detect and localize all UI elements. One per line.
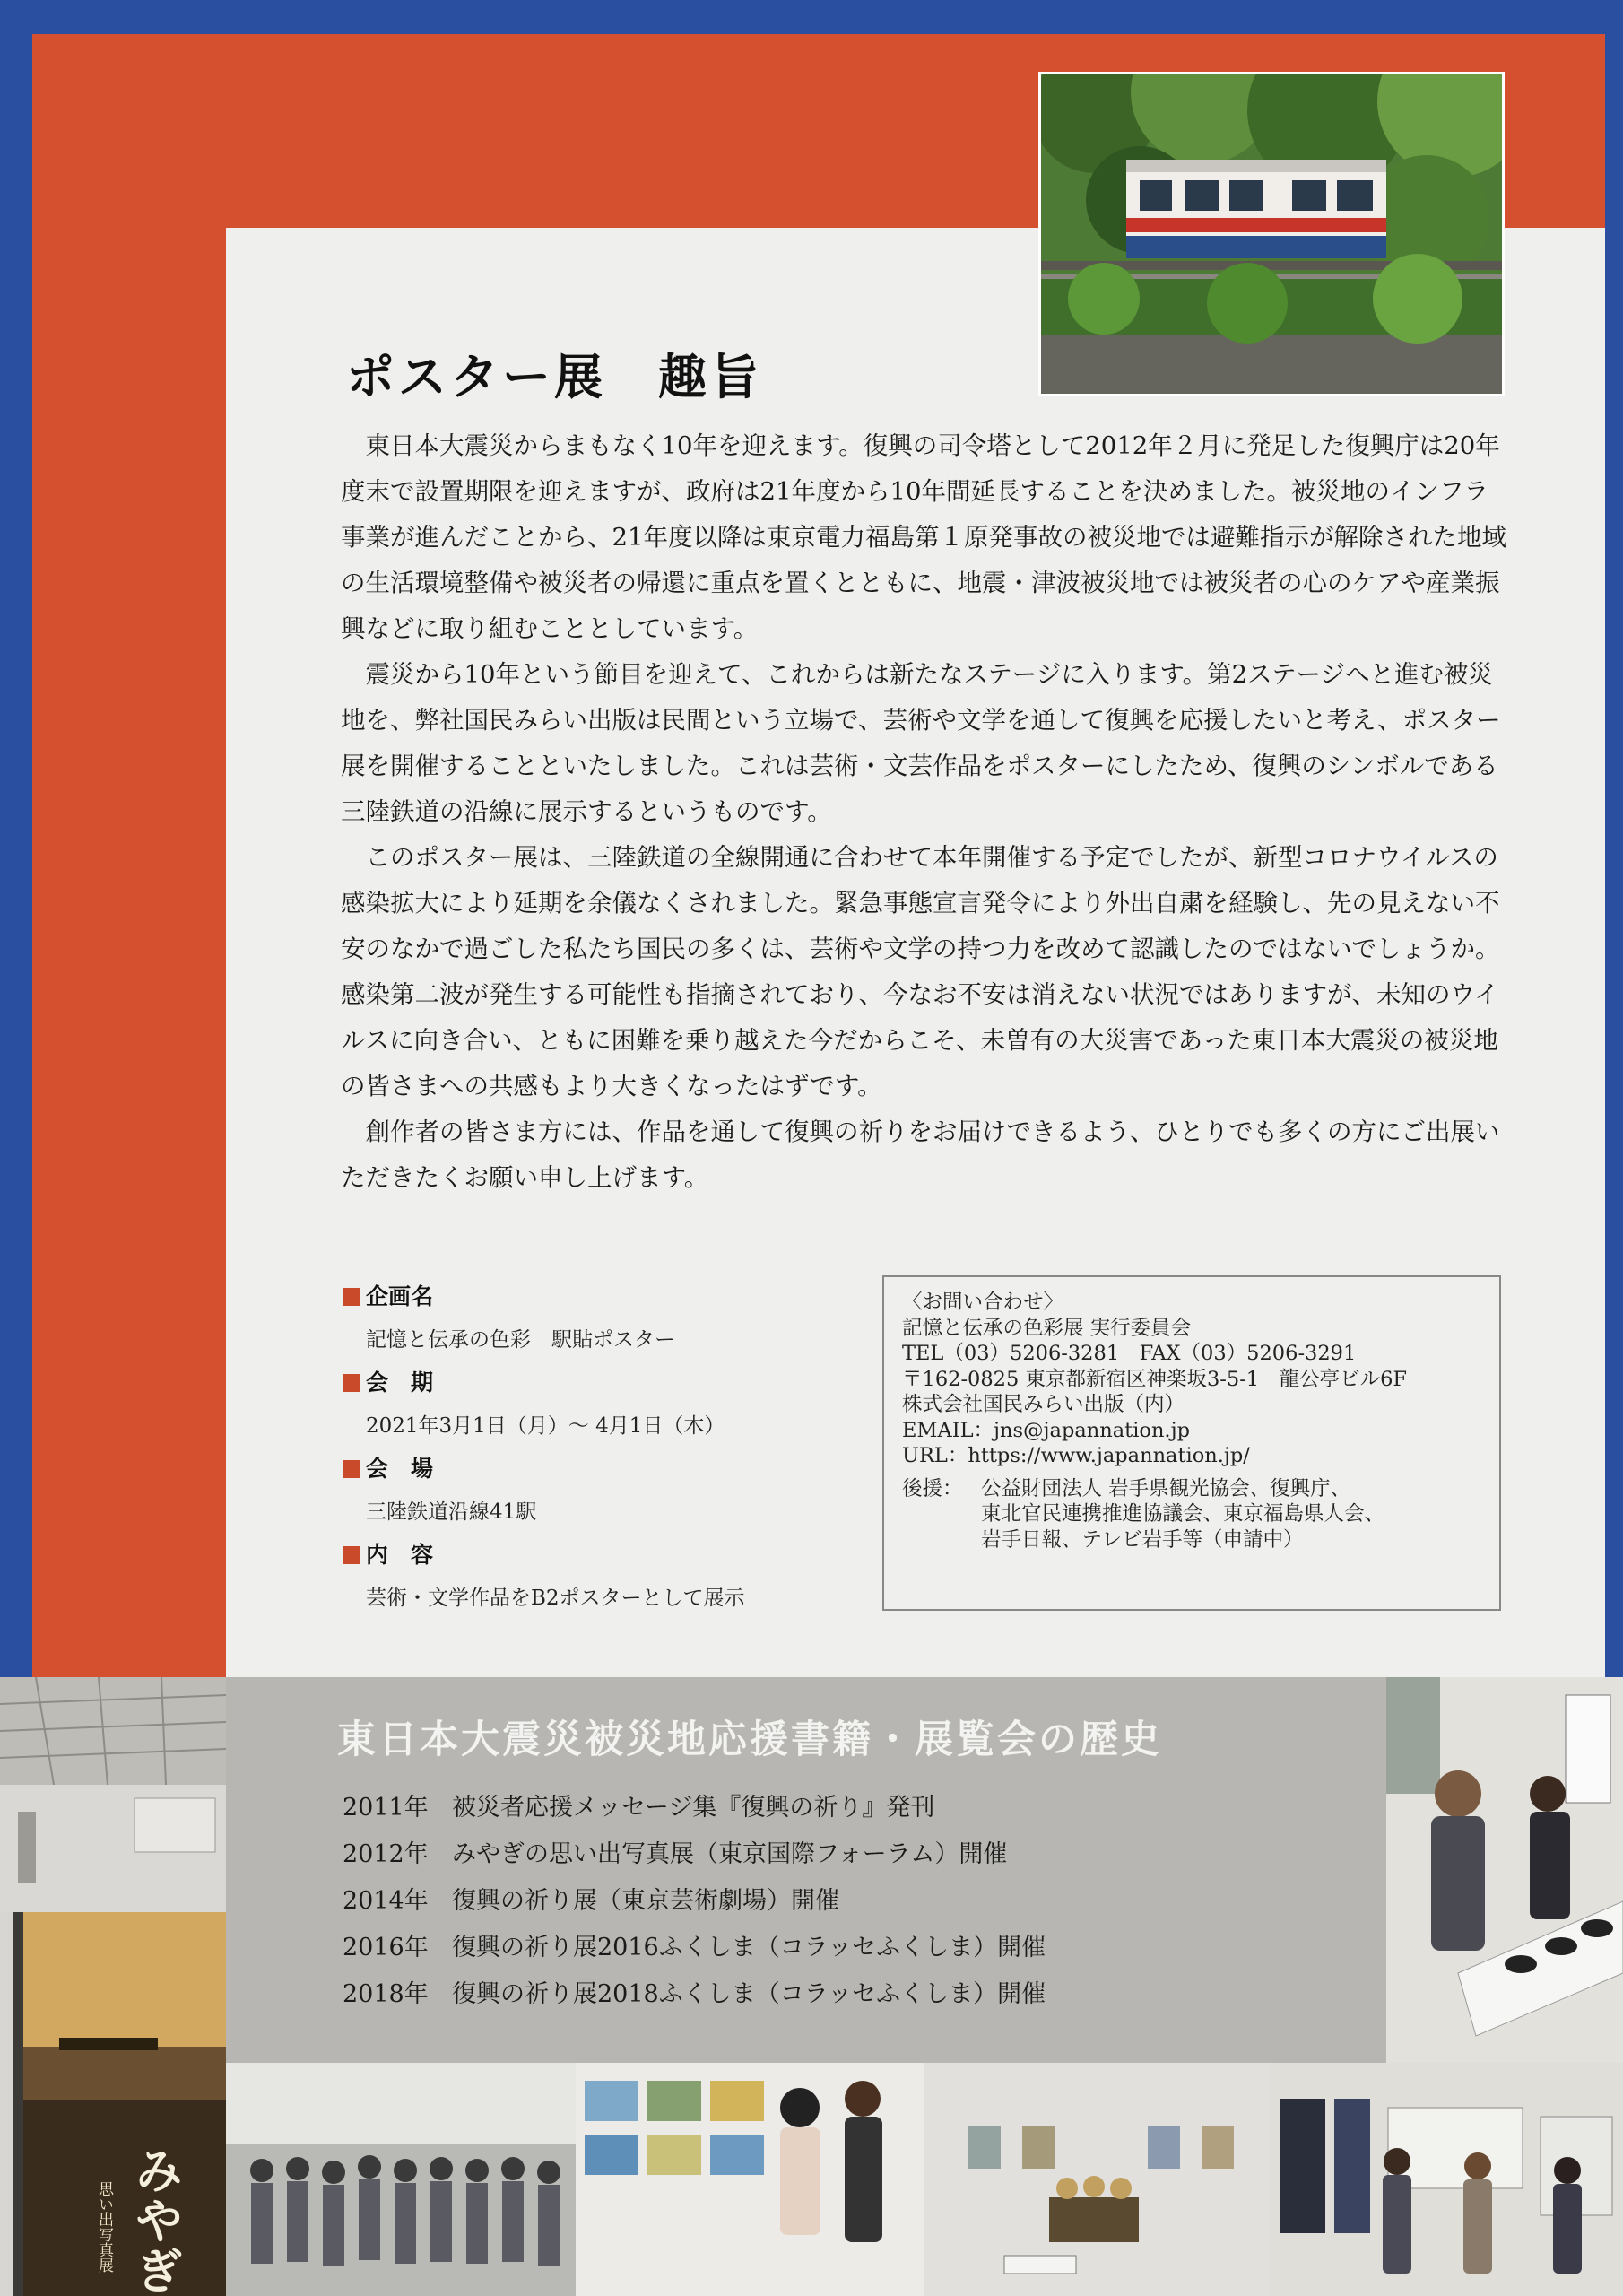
support-row <box>902 1476 1481 1502</box>
exhibition-hall-photo <box>0 1677 226 1912</box>
support-line: 東北官民連携推進協議会、東京福島県人会、 <box>981 1502 1385 1526</box>
support-line: 公益財団法人 岩手県観光協会、復興庁、 <box>981 1476 1351 1500</box>
detail-value: 2021年3月1日（月）～ 4月1日（木） <box>366 1414 725 1438</box>
book-cover-miyagi <box>13 1912 226 2296</box>
detail-heading: 内 容 <box>343 1534 845 1577</box>
history-list <box>343 1785 1239 2018</box>
detail-heading: 会 期 <box>343 1361 845 1405</box>
history-item: 2012年 みやぎの思い出写真展（東京国際フォーラム）開催 <box>343 1840 1008 1868</box>
support-row <box>902 1501 1481 1527</box>
blue-top-band <box>0 0 1623 34</box>
history-item: 2018年 復興の祈り展2018ふくしま（コラッセふくしま）開催 <box>343 1980 1046 2008</box>
history-title: 東日本大震災被災地応援書籍・展覧会の歴史 <box>337 1718 1162 1762</box>
contact-company: 株式会社国民みらい出版（内） <box>902 1393 1185 1416</box>
history-item: 2016年 復興の祈り展2016ふくしま（コラッセふくしま）開催 <box>343 1934 1046 1961</box>
history-section <box>0 1677 1623 2296</box>
detail-value: 三陸鉄道沿線41駅 <box>366 1500 537 1524</box>
paragraph-2: 震災から10年という節目を迎えて、これからは新たなステージに入ります。第2ステージへと進む被災地を、弊社国民みらい出版は民間という立場で、芸術や文学を通して復興を応援したいと考え、ポスター展を開催することといたしました。これは芸術・文芸作品をポスターにしたため、復興のシンボルである三陸鉄道の沿線に展示するというものです。 <box>341 660 1501 826</box>
square-bullet-icon <box>343 1546 360 1564</box>
contact-url[interactable]: URL：https://www.japannation.jp/ <box>902 1444 1250 1467</box>
train-photo <box>1038 72 1505 396</box>
support-label: 後援： <box>902 1476 963 1500</box>
contact-address: 〒162-0825 東京都新宿区神楽坂3-5-1 龍公亭ビル6F <box>902 1367 1408 1391</box>
performance-photo <box>924 2063 1271 2296</box>
detail-heading: 企画名 <box>343 1275 845 1318</box>
paragraph-3: このポスター展は、三陸鉄道の全線開通に合わせて本年開催する予定でしたが、新型コロナウイルスの感染拡大により延期を余儀なくされました。緊急事態宣言発令により外出自粛を経験し、先の見えない不安のなかで過ごした私たち国民の多くは、芸術や文学の持つ力を改めて認識したのではないでしょうか。感染第二波が発生する可能性も指摘されており、今なお不安は消えない状況ではありますが、未知のウイルスに向き合い、ともに困難を乗り越えた今だからこそ、未曽有の大災害であった東日本大震災の被災地の皆さまへの共感もより大きくなったはずです。 <box>341 843 1500 1100</box>
contact-tel-fax: TEL（03）5206-3281 FAX（03）5206-3291 <box>902 1342 1357 1365</box>
book-cover-subtitle: 思い出写真展 <box>95 2181 113 2273</box>
contact-box <box>882 1275 1501 1611</box>
train-photo-art <box>1041 74 1505 396</box>
event-details <box>343 1275 845 1620</box>
paragraph-1: 東日本大震災からまもなく10年を迎えます。復興の司令塔として2012年２月に発足した復興庁は20年度末で設置期限を迎えますが、政府は21年度から10年間延長することを決めました。被災地のインフラ事業が進んだことから、21年度以降は東京電力福島第１原発事故の被災地では避難指示が解除された地域の生活環境整備や被災者の帰還に重点を置くとともに、地震・津波被災地では被災者の心のケアや産業振興などに取り組むこととしています。 <box>341 431 1506 643</box>
paragraph-4: 創作者の皆さま方には、作品を通して復興の祈りをお届けできるよう、ひとりでも多くの方にご出展いただきたくお願い申し上げます。 <box>341 1118 1500 1192</box>
contact-email[interactable]: EMAIL：jns@japannation.jp <box>902 1418 1190 1442</box>
detail-heading: 会 場 <box>343 1448 845 1491</box>
audience-photo <box>226 2063 576 2296</box>
gallery-photo <box>576 2063 924 2296</box>
history-item: 2011年 被災者応援メッセージ集『復興の祈り』発刊 <box>343 1794 935 1822</box>
body-text <box>341 423 1506 1201</box>
detail-value: 記憶と伝承の色彩 駅貼ポスター <box>366 1328 675 1352</box>
visitors-gallery-photo <box>1271 2063 1623 2296</box>
contact-heading: 〈お問い合わせ〉 <box>902 1291 1064 1314</box>
square-bullet-icon <box>343 1374 360 1392</box>
square-bullet-icon <box>343 1460 360 1478</box>
contact-org: 記憶と伝承の色彩展 実行委員会 <box>902 1316 1192 1340</box>
history-item: 2014年 復興の祈り展（東京芸術劇場）開催 <box>343 1887 839 1915</box>
page-title: ポスター展 趣旨 <box>346 348 762 405</box>
support-row <box>902 1527 1481 1553</box>
square-bullet-icon <box>343 1288 360 1306</box>
visitors-photo <box>1386 1677 1623 2063</box>
book-cover-title: みやぎ <box>127 2145 185 2296</box>
detail-value: 芸術・文学作品をB2ポスターとして展示 <box>366 1587 745 1610</box>
support-line: 岩手日報、テレビ岩手等（申請中） <box>981 1527 1304 1552</box>
